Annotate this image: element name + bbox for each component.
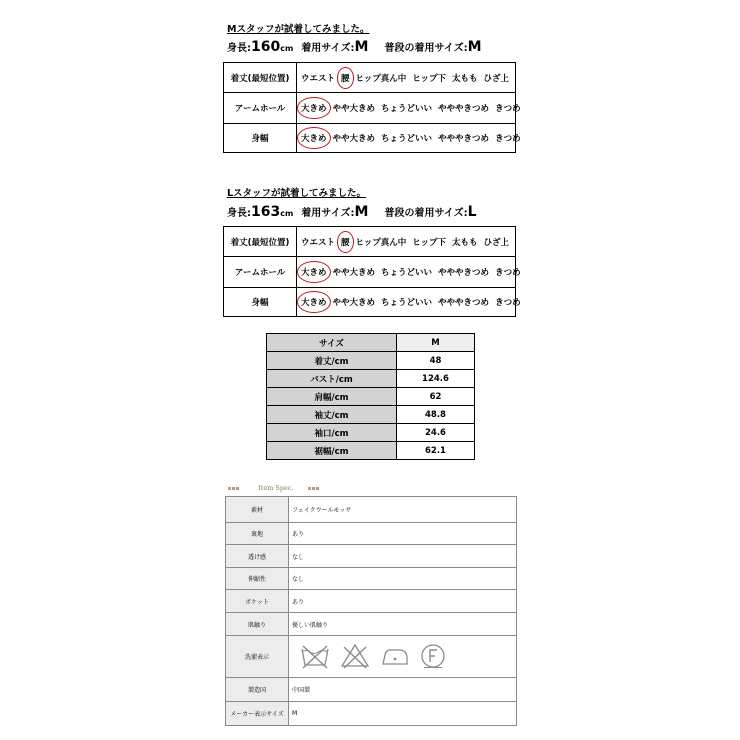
iron-low-icon bbox=[380, 643, 410, 669]
spec-row bbox=[226, 523, 517, 545]
spec-key: メーカー表示サイズ bbox=[226, 702, 289, 726]
fit-option: ヒップ真ん中 bbox=[355, 73, 407, 84]
fit-option: やややきつめ bbox=[438, 298, 490, 308]
fit-option: きつめ bbox=[495, 104, 521, 114]
spec-value: なし bbox=[289, 568, 517, 590]
fit-option-selected: 大きめ bbox=[301, 268, 327, 278]
height-size-line bbox=[227, 39, 482, 55]
spec-row bbox=[226, 702, 517, 726]
fit-option: きつめ bbox=[495, 134, 521, 144]
spec-key: ポケット bbox=[226, 590, 289, 613]
fit-options bbox=[297, 257, 521, 288]
fit-option-selected: 大きめ bbox=[301, 134, 327, 144]
size-key: 袖口/cm bbox=[267, 424, 397, 442]
fit-row-label: アームホール bbox=[224, 257, 297, 288]
usual-size-label: 普段の着用サイズ: bbox=[384, 43, 468, 54]
fit-option: ちょうどいい bbox=[381, 268, 433, 278]
fit-option: やや大きめ bbox=[332, 104, 376, 114]
spec-value: 中国製 bbox=[289, 678, 517, 702]
fit-row-label: 着丈(最短位置) bbox=[224, 227, 297, 257]
size-header-key: サイズ bbox=[267, 334, 397, 352]
fit-row-label: 着丈(最短位置) bbox=[224, 63, 297, 93]
fit-row-width bbox=[224, 288, 516, 317]
spec-value: 優しい肌触り bbox=[289, 613, 517, 636]
size-value: 24.6 bbox=[397, 424, 475, 442]
staff-title: Mスタッフが試着してみました。 bbox=[227, 24, 370, 35]
size-table bbox=[266, 333, 475, 460]
spec-row bbox=[226, 568, 517, 590]
fit-options bbox=[297, 288, 521, 317]
height-value: 160 bbox=[251, 39, 281, 55]
spec-row bbox=[226, 613, 517, 636]
height-label: 身長: bbox=[227, 43, 251, 54]
size-row bbox=[267, 352, 475, 370]
item-spec-table bbox=[225, 496, 517, 726]
fit-option-selected: 大きめ bbox=[301, 104, 327, 114]
fit-option: ヒップ下 bbox=[412, 73, 447, 84]
spec-key: 肌触り bbox=[226, 613, 289, 636]
size-row bbox=[267, 370, 475, 388]
fit-row-length bbox=[224, 63, 516, 93]
fit-option: きつめ bbox=[495, 298, 521, 308]
fit-table bbox=[223, 226, 521, 317]
size-value: 62 bbox=[397, 388, 475, 406]
fit-option: ヒップ下 bbox=[412, 237, 447, 248]
size-value: 62.1 bbox=[397, 442, 475, 460]
spec-value: M bbox=[289, 702, 517, 726]
worn-size-value: M bbox=[354, 204, 369, 220]
fit-row-armhole bbox=[224, 93, 516, 124]
spec-key: 伸縮性 bbox=[226, 568, 289, 590]
usual-size-value: M bbox=[467, 39, 482, 55]
fit-option: やや大きめ bbox=[332, 268, 376, 278]
fit-option: 太もも bbox=[452, 237, 478, 248]
spec-value: フェイクウールモッサ bbox=[289, 497, 517, 523]
fit-option: やや大きめ bbox=[332, 134, 376, 144]
fit-option: ちょうどいい bbox=[381, 104, 433, 114]
fit-option: やややきつめ bbox=[438, 134, 490, 144]
fit-options bbox=[297, 227, 516, 257]
fit-option: ひざ上 bbox=[483, 73, 510, 84]
height-value: 163 bbox=[251, 204, 281, 220]
fit-option: やや大きめ bbox=[332, 298, 376, 308]
fit-option: 太もも bbox=[452, 73, 478, 84]
usual-size-value: L bbox=[467, 204, 477, 220]
spec-value: あり bbox=[289, 590, 517, 613]
worn-size-label: 着用サイズ: bbox=[301, 208, 355, 219]
spec-key: 素材 bbox=[226, 497, 289, 523]
fit-table bbox=[223, 62, 521, 153]
fit-option: やややきつめ bbox=[438, 104, 490, 114]
fit-option-selected: 大きめ bbox=[301, 298, 327, 308]
fit-option-selected: 腰 bbox=[341, 237, 350, 248]
size-row bbox=[267, 442, 475, 460]
height-unit: cm bbox=[280, 44, 294, 53]
fit-option: ウエスト bbox=[301, 73, 336, 84]
usual-size-label: 普段の着用サイズ: bbox=[384, 208, 468, 219]
fit-row-label: アームホール bbox=[224, 93, 297, 124]
spec-value: あり bbox=[289, 523, 517, 545]
fit-row-label: 身幅 bbox=[224, 288, 297, 317]
fit-options bbox=[297, 93, 521, 124]
spec-key: 裏地 bbox=[226, 523, 289, 545]
no-bleach-icon bbox=[340, 643, 370, 669]
fit-row-length bbox=[224, 227, 516, 257]
spec-value: なし bbox=[289, 545, 517, 568]
spec-row-care bbox=[226, 636, 517, 678]
fit-option-selected: 腰 bbox=[341, 73, 350, 84]
size-key: 裾幅/cm bbox=[267, 442, 397, 460]
size-row bbox=[267, 388, 475, 406]
size-row bbox=[267, 406, 475, 424]
fit-row-armhole bbox=[224, 257, 516, 288]
fit-options bbox=[297, 63, 516, 93]
size-table-header bbox=[267, 334, 475, 352]
care-label-cell bbox=[289, 636, 517, 678]
worn-size-value: M bbox=[354, 39, 369, 55]
fit-option: ヒップ真ん中 bbox=[355, 237, 407, 248]
fit-option: ちょうどいい bbox=[381, 298, 433, 308]
fit-option: やややきつめ bbox=[438, 268, 490, 278]
size-value: 48 bbox=[397, 352, 475, 370]
spec-row bbox=[226, 497, 517, 523]
worn-size-label: 着用サイズ: bbox=[301, 43, 355, 54]
dry-clean-f-icon bbox=[420, 643, 446, 669]
spec-key: 製造国 bbox=[226, 678, 289, 702]
spec-row bbox=[226, 678, 517, 702]
fit-option: ちょうどいい bbox=[381, 134, 433, 144]
size-key: 肩幅/cm bbox=[267, 388, 397, 406]
height-size-line bbox=[227, 204, 477, 220]
spec-key: 透け感 bbox=[226, 545, 289, 568]
no-wash-icon bbox=[300, 643, 330, 669]
fit-option: きつめ bbox=[495, 268, 521, 278]
size-key: 袖丈/cm bbox=[267, 406, 397, 424]
spec-row bbox=[226, 590, 517, 613]
spec-row bbox=[226, 545, 517, 568]
size-key: 着丈/cm bbox=[267, 352, 397, 370]
staff-title: Lスタッフが試着してみました。 bbox=[227, 188, 367, 199]
spec-key: 洗濯表示 bbox=[226, 636, 289, 678]
fit-row-label: 身幅 bbox=[224, 124, 297, 153]
size-key: バスト/cm bbox=[267, 370, 397, 388]
height-unit: cm bbox=[280, 209, 294, 218]
size-row bbox=[267, 424, 475, 442]
fit-row-width bbox=[224, 124, 516, 153]
fit-option: ウエスト bbox=[301, 237, 336, 248]
item-spec-title: Item Spec. bbox=[258, 484, 294, 492]
item-spec-heading bbox=[228, 484, 320, 492]
size-value: 48.8 bbox=[397, 406, 475, 424]
height-label: 身長: bbox=[227, 208, 251, 219]
size-header-value: M bbox=[397, 334, 475, 352]
fit-option: ひざ上 bbox=[483, 237, 510, 248]
size-value: 124.6 bbox=[397, 370, 475, 388]
fit-options bbox=[297, 124, 521, 153]
